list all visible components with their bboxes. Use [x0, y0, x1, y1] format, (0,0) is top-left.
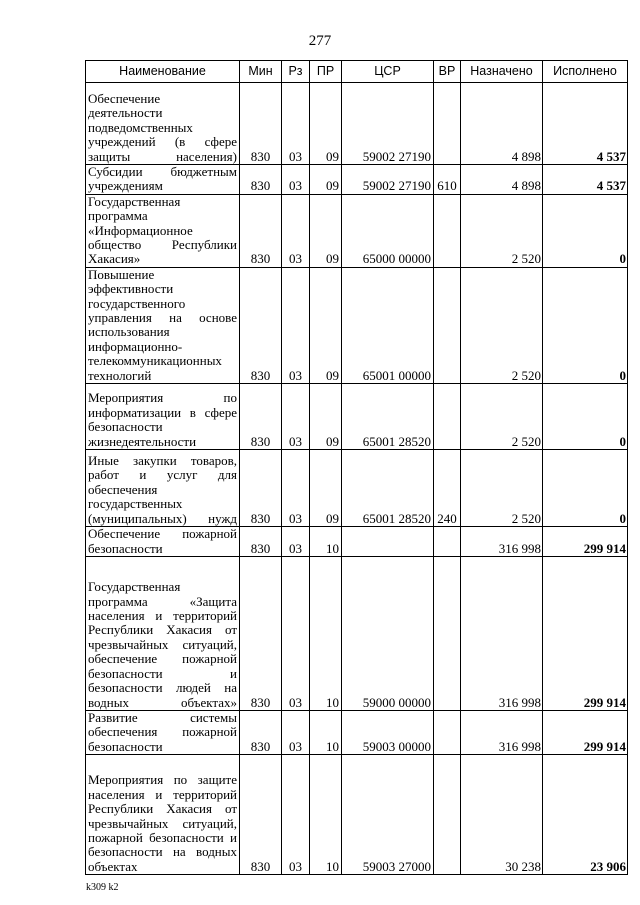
row-executed: 0 [543, 450, 628, 527]
row-assigned: 30 238 [461, 755, 543, 875]
row-rz: 03 [282, 194, 310, 267]
row-pr: 10 [310, 556, 342, 710]
row-assigned: 4 898 [461, 165, 543, 195]
row-csr [342, 527, 434, 557]
row-name: Повышение эффективности государственного управления на основе использования информационно-телекоммуникационных технологий [86, 267, 240, 383]
row-pr: 09 [310, 384, 342, 450]
row-rz: 03 [282, 755, 310, 875]
row-name: Иные закупки товаров, работ и услуг для обеспечения государственных (муниципальных) нужд [86, 450, 240, 527]
row-assigned: 2 520 [461, 450, 543, 527]
page-number: 277 [308, 33, 332, 49]
row-executed: 0 [543, 384, 628, 450]
budget-table [85, 60, 628, 875]
table-row [86, 527, 628, 557]
row-name: Субсидии бюджетным учреждениям [86, 165, 240, 195]
row-csr: 59003 00000 [342, 710, 434, 754]
row-csr: 65001 28520 [342, 384, 434, 450]
header-vr: ВР [434, 61, 461, 83]
row-csr: 65001 28520 [342, 450, 434, 527]
row-vr [434, 267, 461, 383]
row-pr: 09 [310, 194, 342, 267]
row-pr: 10 [310, 710, 342, 754]
row-min: 830 [240, 83, 282, 165]
row-min: 830 [240, 384, 282, 450]
row-csr: 59003 27000 [342, 755, 434, 875]
row-vr: 240 [434, 450, 461, 527]
row-pr: 10 [310, 527, 342, 557]
row-min: 830 [240, 710, 282, 754]
table-row [86, 755, 628, 875]
row-min: 830 [240, 527, 282, 557]
row-name: Обеспечение деятельности подведомственных учреждений (в сфере защиты населения) [86, 83, 240, 165]
row-vr [434, 755, 461, 875]
row-executed: 0 [543, 267, 628, 383]
row-min: 830 [240, 267, 282, 383]
row-pr: 09 [310, 267, 342, 383]
row-csr: 65001 00000 [342, 267, 434, 383]
row-csr: 65000 00000 [342, 194, 434, 267]
row-csr: 59002 27190 [342, 165, 434, 195]
table-header-row [86, 61, 628, 83]
footer-code: k309 k2 [86, 882, 119, 893]
header-csr: ЦСР [342, 61, 434, 83]
row-vr: 610 [434, 165, 461, 195]
table-row [86, 384, 628, 450]
row-executed: 4 537 [543, 83, 628, 165]
table-row [86, 556, 628, 710]
row-vr [434, 194, 461, 267]
row-name: Развитие системы обеспечения пожарной безопасности [86, 710, 240, 754]
row-rz: 03 [282, 527, 310, 557]
row-pr: 09 [310, 83, 342, 165]
row-executed: 299 914 [543, 556, 628, 710]
row-executed: 23 906 [543, 755, 628, 875]
row-min: 830 [240, 755, 282, 875]
row-assigned: 2 520 [461, 194, 543, 267]
table-row [86, 165, 628, 195]
row-name: Государственная программа «Информационное общество Республики Хакасия» [86, 194, 240, 267]
row-executed: 4 537 [543, 165, 628, 195]
row-vr [434, 527, 461, 557]
table-row [86, 267, 628, 383]
row-assigned: 2 520 [461, 267, 543, 383]
row-min: 830 [240, 165, 282, 195]
row-csr: 59002 27190 [342, 83, 434, 165]
row-vr [434, 83, 461, 165]
row-vr [434, 710, 461, 754]
table-row [86, 450, 628, 527]
row-executed: 0 [543, 194, 628, 267]
row-name: Мероприятия по информатизации в сфере безопасности жизнедеятельности [86, 384, 240, 450]
table-row [86, 194, 628, 267]
header-pr: ПР [310, 61, 342, 83]
row-assigned: 2 520 [461, 384, 543, 450]
row-min: 830 [240, 194, 282, 267]
table-row [86, 83, 628, 165]
header-assigned: Назначено [461, 61, 543, 83]
header-rz: Рз [282, 61, 310, 83]
row-executed: 299 914 [543, 710, 628, 754]
table-row [86, 710, 628, 754]
row-executed: 299 914 [543, 527, 628, 557]
row-min: 830 [240, 556, 282, 710]
row-vr [434, 556, 461, 710]
row-rz: 03 [282, 165, 310, 195]
row-name: Обеспечение пожарной безопасности [86, 527, 240, 557]
header-min: Мин [240, 61, 282, 83]
row-csr: 59000 00000 [342, 556, 434, 710]
row-assigned: 316 998 [461, 710, 543, 754]
row-pr: 09 [310, 165, 342, 195]
header-executed: Исполнено [543, 61, 628, 83]
row-min: 830 [240, 450, 282, 527]
row-pr: 09 [310, 450, 342, 527]
row-assigned: 4 898 [461, 83, 543, 165]
row-assigned: 316 998 [461, 527, 543, 557]
row-rz: 03 [282, 384, 310, 450]
row-rz: 03 [282, 710, 310, 754]
row-rz: 03 [282, 556, 310, 710]
row-rz: 03 [282, 83, 310, 165]
header-name: Наименование [86, 61, 240, 83]
row-name: Государственная программа «Защита населения и территорий Республики Хакасия от чрезвычайных ситуаций, обеспечение пожарной безопасности и безопасности людей на водных объектах» [86, 556, 240, 710]
row-rz: 03 [282, 267, 310, 383]
row-assigned: 316 998 [461, 556, 543, 710]
row-pr: 10 [310, 755, 342, 875]
row-rz: 03 [282, 450, 310, 527]
row-name: Мероприятия по защите населения и территорий Республики Хакасия от чрезвычайных ситуаций, пожарной безопасности и безопасности на водных объектах [86, 755, 240, 875]
row-vr [434, 384, 461, 450]
